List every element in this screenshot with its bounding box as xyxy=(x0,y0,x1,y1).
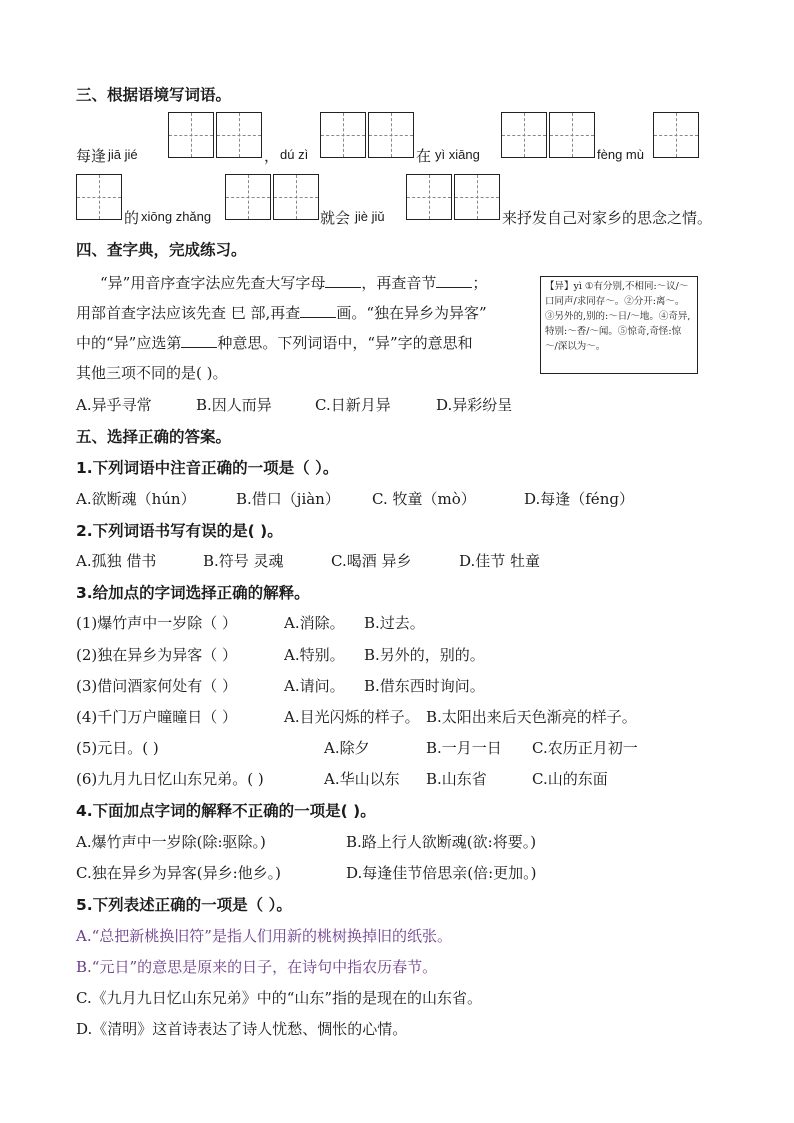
q3-item-2: (2)独在异乡为异客（ ） xyxy=(76,646,238,664)
q3-item-2-a[interactable]: A.特别。 xyxy=(284,646,345,664)
s4-l1c: ； xyxy=(472,274,488,292)
s4-option-b[interactable]: B.因人而异 xyxy=(196,396,272,414)
q3-item-6-b[interactable]: B.山东省 xyxy=(426,770,487,788)
s3-line1-text1: 每逢 xyxy=(76,147,107,165)
s4-l3b: 种意思。下列词语中，“异”字的意思和 xyxy=(217,334,473,352)
dictionary-entry-box: 【异】yì ①有分别,不相同:～议/～口同声/求同存～。②分开:离～。③另外的,别的:～日/～地。④奇异,特别:～香/～闻。⑤惊奇,奇怪:惊～/深以为～。 xyxy=(540,276,698,374)
q4-stem: 4.下面加点字词的解释不正确的一项是( )。 xyxy=(76,802,376,820)
q3-item-2-b[interactable]: B.另外的，别的。 xyxy=(364,646,485,664)
q4-option-c[interactable]: C.独在异乡为异客(异乡:他乡。) xyxy=(76,864,281,882)
s3-pinyin-duzi: dú zì xyxy=(280,147,309,162)
s4-option-a[interactable]: A.异乎寻常 xyxy=(76,396,152,414)
s4-line4: 其他三项不同的是( )。 xyxy=(76,364,228,382)
tianzige-box[interactable] xyxy=(320,112,366,158)
section5-title: 五、选择正确的答案。 xyxy=(76,428,232,446)
s3-line1-text3: 在 xyxy=(416,147,432,165)
q2-option-b[interactable]: B.符号 灵魂 xyxy=(203,552,284,570)
answer-blank[interactable] xyxy=(181,333,217,348)
tianzige-box[interactable] xyxy=(454,174,500,220)
s4-line1 xyxy=(100,272,487,293)
tianzige-box[interactable] xyxy=(225,174,271,220)
q2-stem: 2.下列词语书写有误的是( )。 xyxy=(76,522,283,540)
q3-item-6-a[interactable]: A.华山以东 xyxy=(324,770,400,788)
answer-blank[interactable] xyxy=(300,303,336,318)
q3-item-5-b[interactable]: B.一月一日 xyxy=(426,739,502,757)
q1-option-a[interactable]: A.欲断魂（hún） xyxy=(76,490,196,508)
q3-item-4: (4)千门万户曈曈日（ ） xyxy=(76,708,238,726)
q3-item-4-b[interactable]: B.太阳出来后天色渐亮的样子。 xyxy=(426,708,637,726)
s3-line1-text2: ， xyxy=(264,147,280,165)
q2-option-a[interactable]: A.孤独 借书 xyxy=(76,552,157,570)
q4-option-d[interactable]: D.每逢佳节倍思亲(倍:更加。) xyxy=(346,864,537,882)
s3-line2-text2: 就会 xyxy=(320,209,351,227)
q3-item-1: (1)爆竹声中一岁除（ ） xyxy=(76,614,238,632)
tianzige-box[interactable] xyxy=(76,174,122,220)
s4-option-c[interactable]: C.日新月异 xyxy=(315,396,391,414)
tianzige-box[interactable] xyxy=(216,112,262,158)
s4-l1b: ，再查音节 xyxy=(361,274,437,292)
q1-option-b[interactable]: B.借口（jiàn） xyxy=(236,490,340,508)
q3-item-3-a[interactable]: A.请问。 xyxy=(284,677,345,695)
q3-stem: 3.给加点的字词选择正确的解释。 xyxy=(76,584,310,602)
s3-line2-text1: 的 xyxy=(124,209,140,227)
q3-item-5: (5)元日。( ) xyxy=(76,739,159,757)
q1-option-d[interactable]: D.每逢（fénɡ） xyxy=(524,490,634,508)
q5-option-d[interactable]: D.《清明》这首诗表达了诗人忧愁、惆怅的心情。 xyxy=(76,1020,408,1038)
q4-option-a[interactable]: A.爆竹声中一岁除(除:驱除。) xyxy=(76,833,266,851)
q3-item-6-c[interactable]: C.山的东面 xyxy=(532,770,608,788)
s3-pinyin-fengmu: fèng mù xyxy=(597,147,644,162)
s3-pinyin-yixiang: yì xiāng xyxy=(435,147,480,162)
s3-pinyin-jiajie: jiā jié xyxy=(108,147,138,162)
q3-item-4-a[interactable]: A.目光闪烁的样子。 xyxy=(284,708,420,726)
q5-option-c[interactable]: C.《九月九日忆山东兄弟》中的“山东”指的是现在的山东省。 xyxy=(76,989,483,1007)
q2-option-c[interactable]: C.喝酒 异乡 xyxy=(331,552,412,570)
q1-option-c[interactable]: C. 牧童（mò） xyxy=(372,490,476,508)
q5-stem: 5.下列表述正确的一项是（ ）。 xyxy=(76,896,292,914)
s4-l3a: 中的“异”应选第 xyxy=(76,334,182,352)
answer-blank[interactable] xyxy=(325,273,361,288)
q2-option-d[interactable]: D.佳节 牡童 xyxy=(459,552,541,570)
tianzige-box[interactable] xyxy=(501,112,547,158)
q3-item-3: (3)借问酒家何处有（ ） xyxy=(76,677,238,695)
tianzige-box[interactable] xyxy=(168,112,214,158)
q4-option-b[interactable]: B.路上行人欲断魂(欲:将要。) xyxy=(346,833,537,851)
s4-option-d[interactable]: D.异彩纷呈 xyxy=(436,396,513,414)
section3-title: 三、根据语境写词语。 xyxy=(76,86,232,104)
s4-line3 xyxy=(76,332,473,353)
section4-title: 四、查字典，完成练习。 xyxy=(76,241,247,259)
s4-l2b: 画。“独在异乡为异客” xyxy=(336,304,487,322)
tianzige-box[interactable] xyxy=(549,112,595,158)
s4-l1a: “异”用音序查字法应先查大写字母 xyxy=(100,274,326,292)
s3-pinyin-xiongzhang: xiōng zhǎng xyxy=(141,209,212,224)
q3-item-5-a[interactable]: A.除夕 xyxy=(324,739,370,757)
tianzige-box[interactable] xyxy=(653,112,699,158)
q3-item-5-c[interactable]: C.农历正月初一 xyxy=(532,739,638,757)
q5-option-b[interactable]: B.“元日”的意思是原来的日子，在诗句中指农历春节。 xyxy=(76,958,438,976)
tianzige-box[interactable] xyxy=(273,174,319,220)
tianzige-box[interactable] xyxy=(368,112,414,158)
q3-item-6: (6)九月九日忆山东兄弟。( ) xyxy=(76,770,264,788)
q3-item-3-b[interactable]: B.借东西时询问。 xyxy=(364,677,485,695)
q3-item-1-a[interactable]: A.消除。 xyxy=(284,614,345,632)
tianzige-box[interactable] xyxy=(406,174,452,220)
s4-l2a: 用部首查字法应该先查 巳 部,再查 xyxy=(76,304,301,322)
s4-line2 xyxy=(76,302,487,323)
q5-option-a[interactable]: A.“总把新桃换旧符”是指人们用新的桃树换掉旧的纸张。 xyxy=(76,927,452,945)
answer-blank[interactable] xyxy=(436,273,472,288)
q1-stem: 1.下列词语中注音正确的一项是（ ）。 xyxy=(76,459,339,477)
s3-line2-text3: 来抒发自己对家乡的思念之情。 xyxy=(502,209,713,227)
q3-item-1-b[interactable]: B.过去。 xyxy=(364,614,425,632)
s3-pinyin-jiejiu: jiè jiǔ xyxy=(355,209,385,224)
